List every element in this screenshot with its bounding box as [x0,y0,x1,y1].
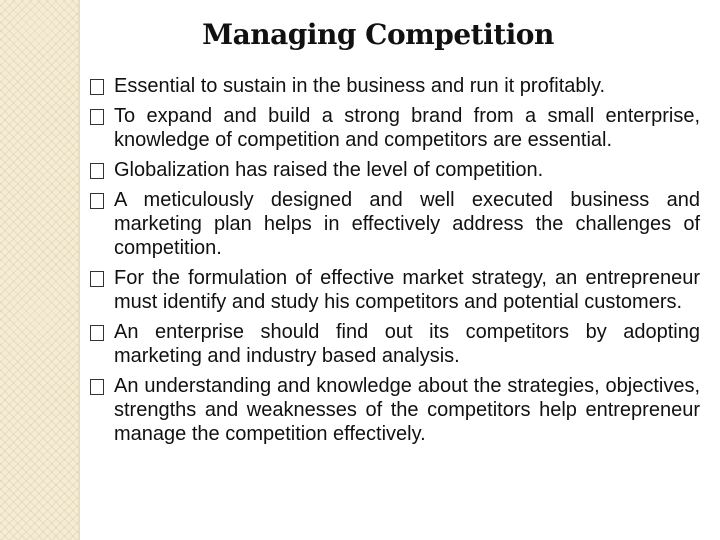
box-bullet-icon [86,376,108,398]
bullet-item [86,266,700,314]
bullet-item [86,374,700,446]
bullet-item [86,104,700,152]
bullet-list [86,74,700,452]
decorative-sidebar [0,0,78,540]
bullet-item [86,158,700,182]
bullet-item [86,320,700,368]
slide-title: Managing Competition [202,18,554,51]
sidebar-divider [78,0,80,540]
box-bullet-icon [86,160,108,182]
box-bullet-icon [86,190,108,212]
bullet-item [86,188,700,260]
bullet-text: Globalization has raised the level of competition. [114,159,544,181]
bullet-text: A meticulously designed and well executed business and marketing plan helps in effectively address the challenges of competition. [114,189,700,259]
box-bullet-icon [86,106,108,128]
box-bullet-icon [86,322,108,344]
bullet-text: An enterprise should find out its competitors by adopting marketing and industry based analysis. [114,321,700,367]
bullet-item [86,74,700,98]
bullet-text: For the formulation of effective market strategy, an entrepreneur must identify and study his competitors and potential customers. [114,267,700,313]
bullet-text: Essential to sustain in the business and run it profitably. [114,75,606,97]
box-bullet-icon [86,76,108,98]
bullet-text: To expand and build a strong brand from a small enterprise, knowledge of competition and competitors are essential. [114,105,700,151]
bullet-text: An understanding and knowledge about the strategies, objectives, strengths and weaknesses of the competitors help entrepreneur manage the competition effectively. [114,375,700,445]
box-bullet-icon [86,268,108,290]
